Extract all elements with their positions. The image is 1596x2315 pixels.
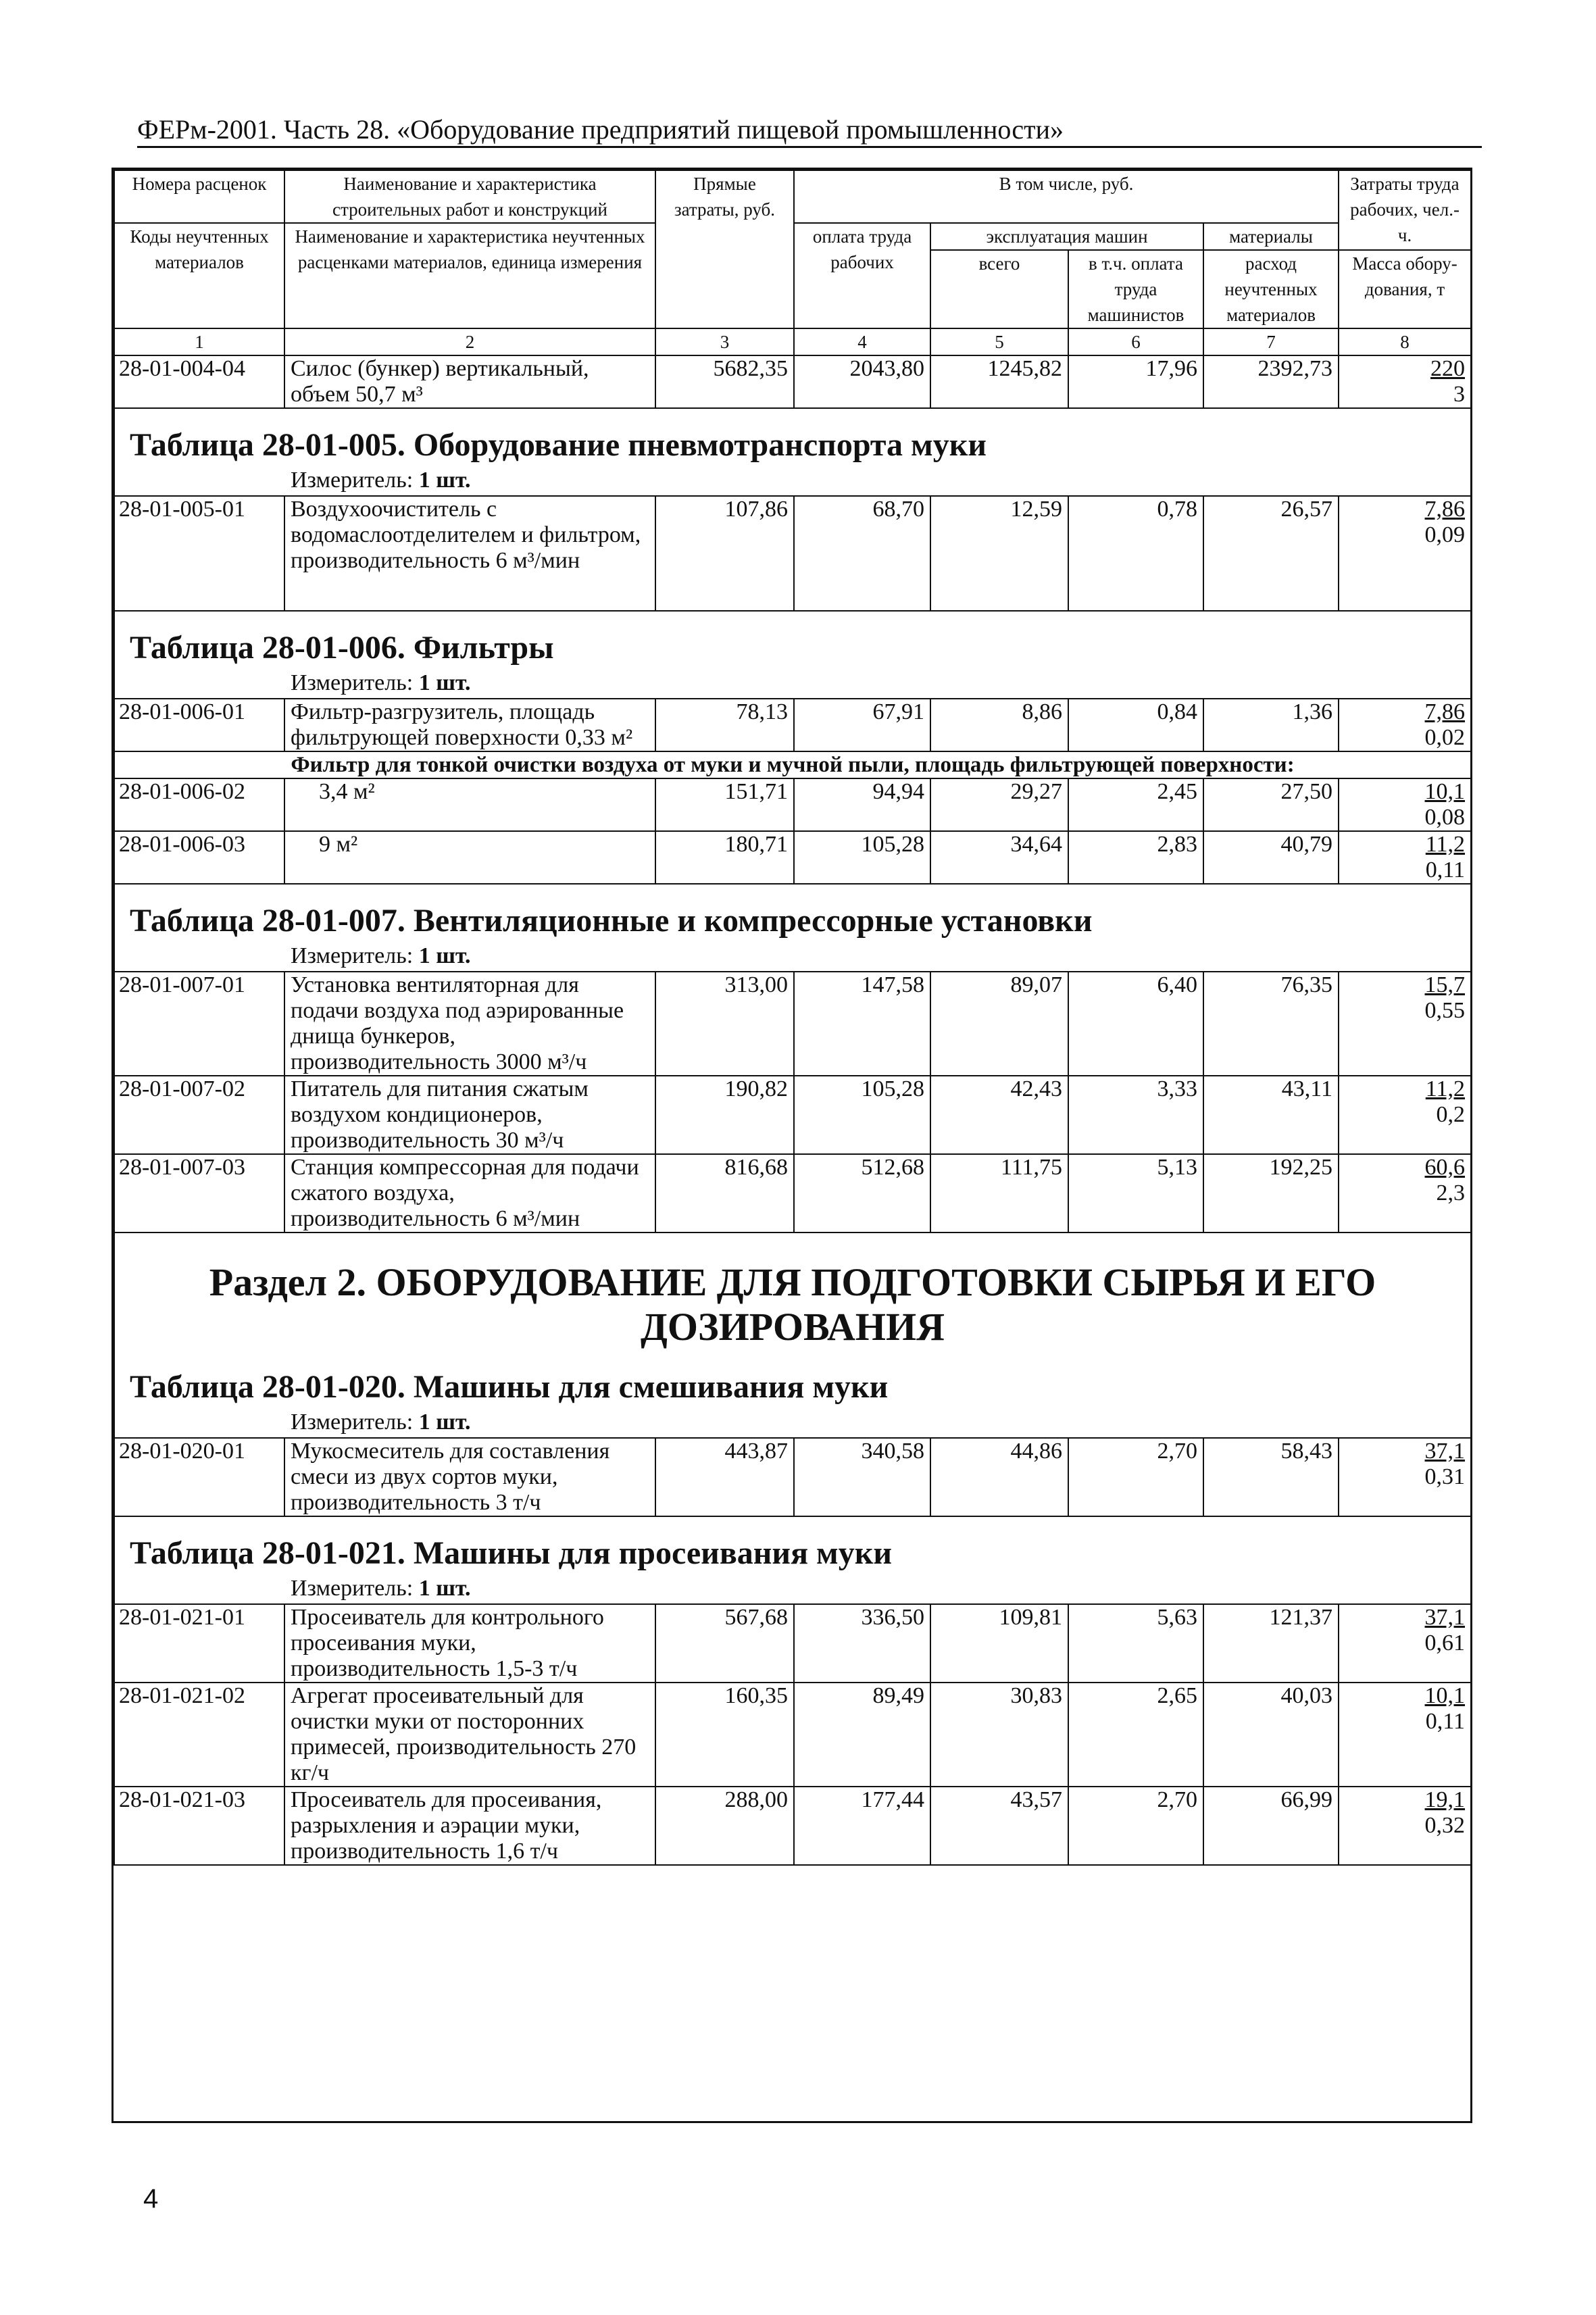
row-direct: 313,00: [655, 972, 794, 1076]
table-row: [114, 1683, 1471, 1787]
table-frame: [111, 168, 1472, 2123]
row-labor-mass: 7,86 0,02: [1339, 699, 1471, 751]
row-code: 28-01-006-02: [114, 778, 284, 831]
row-name: Просеиватель для просеивания, разрыхления и аэрации муки, производительность 1,6 т/ч: [284, 1787, 655, 1865]
row-materials: 121,37: [1203, 1604, 1339, 1683]
row-labor-mass: 15,7 0,55: [1339, 972, 1471, 1076]
row-labor-mass: 10,1 0,08: [1339, 778, 1471, 831]
row-machines: 12,59: [930, 496, 1068, 611]
table-title: Таблица 28-01-020. Машины для смешивания муки: [130, 1369, 889, 1405]
row-worker-pay: 147,58: [794, 972, 930, 1076]
row-direct: 151,71: [655, 778, 794, 831]
row-machines: 42,43: [930, 1076, 1068, 1154]
row-materials: 1,36: [1203, 699, 1339, 751]
header-material-codes: Коды неучтенных материалов: [114, 223, 284, 328]
col-number: 8: [1339, 328, 1471, 355]
measure-unit: Измеритель: 1 шт.: [291, 1410, 471, 1435]
table-title: Таблица 28-01-021. Машины для просеивания муки: [130, 1535, 893, 1571]
row-worker-pay: 340,58: [794, 1438, 930, 1516]
row-operator-pay: 2,83: [1068, 831, 1203, 884]
row-machines: 43,57: [930, 1787, 1068, 1865]
row-code: 28-01-006-01: [114, 699, 284, 751]
row-direct: 107,86: [655, 496, 794, 611]
header-name: Наименование и характеристика строительных работ и конструкций: [284, 170, 655, 223]
row-machines: 1245,82: [930, 355, 1068, 408]
page-number: 4: [143, 2184, 159, 2214]
row-code: 28-01-005-01: [114, 496, 284, 611]
header-operator-pay: в т.ч. оплата труда машинистов: [1068, 250, 1203, 328]
header-materials: материалы: [1203, 223, 1339, 250]
row-machines: 30,83: [930, 1683, 1068, 1787]
row-materials: 192,25: [1203, 1154, 1339, 1233]
row-labor-mass: 19,1 0,32: [1339, 1787, 1471, 1865]
row-operator-pay: 2,70: [1068, 1787, 1203, 1865]
row-direct: 288,00: [655, 1787, 794, 1865]
header-mass: Масса обору-дования, т: [1339, 250, 1471, 328]
row-materials: 40,79: [1203, 831, 1339, 884]
price-table: [114, 170, 1472, 1866]
measure-unit: Измеритель: 1 шт.: [291, 468, 471, 493]
row-operator-pay: 3,33: [1068, 1076, 1203, 1154]
table-row: [114, 496, 1471, 611]
row-name: Мукосмеситель для составления смеси из двух сортов муки, производительность 3 т/ч: [284, 1438, 655, 1516]
header-rule: [137, 146, 1482, 148]
header-labor: Затраты труда рабочих, чел.-ч.: [1339, 170, 1471, 250]
row-name: 3,4 м²: [284, 778, 655, 831]
row-direct: 160,35: [655, 1683, 794, 1787]
table-row: [114, 1438, 1471, 1516]
row-machines: 8,86: [930, 699, 1068, 751]
row-machines: 29,27: [930, 778, 1068, 831]
table-title: Таблица 28-01-005. Оборудование пневмотранспорта муки: [130, 427, 987, 463]
row-worker-pay: 68,70: [794, 496, 930, 611]
measure-unit: Измеритель: 1 шт.: [291, 1576, 471, 1601]
row-name: 9 м²: [284, 831, 655, 884]
row-materials: 76,35: [1203, 972, 1339, 1076]
row-direct: 567,68: [655, 1604, 794, 1683]
row-labor-mass: 10,1 0,11: [1339, 1683, 1471, 1787]
row-worker-pay: 177,44: [794, 1787, 930, 1865]
row-direct: 190,82: [655, 1076, 794, 1154]
header-worker-pay: оплата труда рабочих: [794, 223, 930, 328]
table-row: [114, 699, 1471, 751]
col-number: 4: [794, 328, 930, 355]
table-row: [114, 355, 1471, 408]
row-worker-pay: 89,49: [794, 1683, 930, 1787]
row-worker-pay: 2043,80: [794, 355, 930, 408]
row-operator-pay: 5,63: [1068, 1604, 1203, 1683]
row-direct: 180,71: [655, 831, 794, 884]
row-materials: 43,11: [1203, 1076, 1339, 1154]
row-operator-pay: 5,13: [1068, 1154, 1203, 1233]
row-code: 28-01-006-03: [114, 831, 284, 884]
row-direct: 816,68: [655, 1154, 794, 1233]
measure-unit: Измеритель: 1 шт.: [291, 670, 471, 695]
header-code: Номера расценок: [114, 170, 284, 223]
row-name: Установка вентиляторная для подачи воздуха под аэрированные днища бункеров, производительность 3000 м³/ч: [284, 972, 655, 1076]
row-code: 28-01-021-03: [114, 1787, 284, 1865]
row-worker-pay: 105,28: [794, 1076, 930, 1154]
col-number: 2: [284, 328, 655, 355]
row-direct: 443,87: [655, 1438, 794, 1516]
row-machines: 34,64: [930, 831, 1068, 884]
row-operator-pay: 2,45: [1068, 778, 1203, 831]
row-worker-pay: 67,91: [794, 699, 930, 751]
row-machines: 44,86: [930, 1438, 1068, 1516]
row-machines: 89,07: [930, 972, 1068, 1076]
row-code: 28-01-007-03: [114, 1154, 284, 1233]
col-number: 5: [930, 328, 1068, 355]
row-operator-pay: 0,84: [1068, 699, 1203, 751]
row-operator-pay: 2,70: [1068, 1438, 1203, 1516]
row-materials: 66,99: [1203, 1787, 1339, 1865]
row-name: Агрегат просеивательный для очистки муки от посторонних примесей, производительность 270 кг/ч: [284, 1683, 655, 1787]
row-labor-mass: 37,1 0,61: [1339, 1604, 1471, 1683]
row-worker-pay: 105,28: [794, 831, 930, 884]
row-name: Станция компрессорная для подачи сжатого воздуха, производительность 6 м³/мин: [284, 1154, 655, 1233]
table-row: [114, 1604, 1471, 1683]
row-name: Воздухоочиститель с водомаслоотделителем и фильтром, производительность 6 м³/мин: [284, 496, 655, 611]
row-labor-mass: 220 3: [1339, 355, 1471, 408]
row-worker-pay: 512,68: [794, 1154, 930, 1233]
table-row: [114, 1787, 1471, 1865]
table-row: [114, 972, 1471, 1076]
table-row: [114, 778, 1471, 831]
row-code: 28-01-004-04: [114, 355, 284, 408]
table-row: [114, 831, 1471, 884]
row-code: 28-01-007-01: [114, 972, 284, 1076]
row-labor-mass: 11,2 0,11: [1339, 831, 1471, 884]
row-materials: 58,43: [1203, 1438, 1339, 1516]
row-code: 28-01-007-02: [114, 1076, 284, 1154]
row-labor-mass: 60,6 2,3: [1339, 1154, 1471, 1233]
row-operator-pay: 17,96: [1068, 355, 1203, 408]
row-labor-mass: 37,1 0,31: [1339, 1438, 1471, 1516]
row-code: 28-01-021-02: [114, 1683, 284, 1787]
row-direct: 78,13: [655, 699, 794, 751]
row-direct: 5682,35: [655, 355, 794, 408]
row-code: 28-01-021-01: [114, 1604, 284, 1683]
row-operator-pay: 6,40: [1068, 972, 1203, 1076]
header-material-use: расход неучтенных материалов: [1203, 250, 1339, 328]
col-number: 6: [1068, 328, 1203, 355]
col-number: 7: [1203, 328, 1339, 355]
running-head: ФЕРм-2001. Часть 28. «Оборудование предприятий пищевой промышленности»: [137, 114, 1064, 145]
section-title: Раздел 2. ОБОРУДОВАНИЕ ДЛЯ ПОДГОТОВКИ СЫРЬЯ И ЕГО ДОЗИРОВАНИЯ: [209, 1260, 1376, 1349]
row-name: Питатель для питания сжатым воздухом кондиционеров, производительность 30 м³/ч: [284, 1076, 655, 1154]
row-name: Просеиватель для контрольного просеивания муки, производительность 1,5-3 т/ч: [284, 1604, 655, 1683]
header-material-names: Наименование и характеристика неучтенных расценками материалов, единица измерения: [284, 223, 655, 328]
row-materials: 27,50: [1203, 778, 1339, 831]
row-worker-pay: 336,50: [794, 1604, 930, 1683]
row-operator-pay: 2,65: [1068, 1683, 1203, 1787]
table-row: [114, 1076, 1471, 1154]
row-machines: 109,81: [930, 1604, 1068, 1683]
subheading: Фильтр для тонкой очистки воздуха от муки и мучной пыли, площадь фильтрующей поверхности:: [114, 751, 1471, 778]
row-labor-mass: 7,86 0,09: [1339, 496, 1471, 611]
row-name: Силос (бункер) вертикальный, объем 50,7 м³: [284, 355, 655, 408]
header-machines: эксплуатация машин: [930, 223, 1203, 250]
row-materials: 2392,73: [1203, 355, 1339, 408]
header-machines-total: всего: [930, 250, 1068, 328]
table-title: Таблица 28-01-006. Фильтры: [130, 630, 554, 666]
table-row: [114, 1154, 1471, 1233]
row-materials: 26,57: [1203, 496, 1339, 611]
col-number: 1: [114, 328, 284, 355]
row-code: 28-01-020-01: [114, 1438, 284, 1516]
header-including: В том числе, руб.: [794, 170, 1339, 223]
row-materials: 40,03: [1203, 1683, 1339, 1787]
row-operator-pay: 0,78: [1068, 496, 1203, 611]
col-number: 3: [655, 328, 794, 355]
row-labor-mass: 11,2 0,2: [1339, 1076, 1471, 1154]
row-worker-pay: 94,94: [794, 778, 930, 831]
row-machines: 111,75: [930, 1154, 1068, 1233]
row-name: Фильтр-разгрузитель, площадь фильтрующей поверхности 0,33 м²: [284, 699, 655, 751]
measure-unit: Измеритель: 1 шт.: [291, 943, 471, 968]
header-direct-costs: Прямые затраты, руб.: [655, 170, 794, 328]
table-title: Таблица 28-01-007. Вентиляционные и компрессорные установки: [130, 903, 1093, 939]
